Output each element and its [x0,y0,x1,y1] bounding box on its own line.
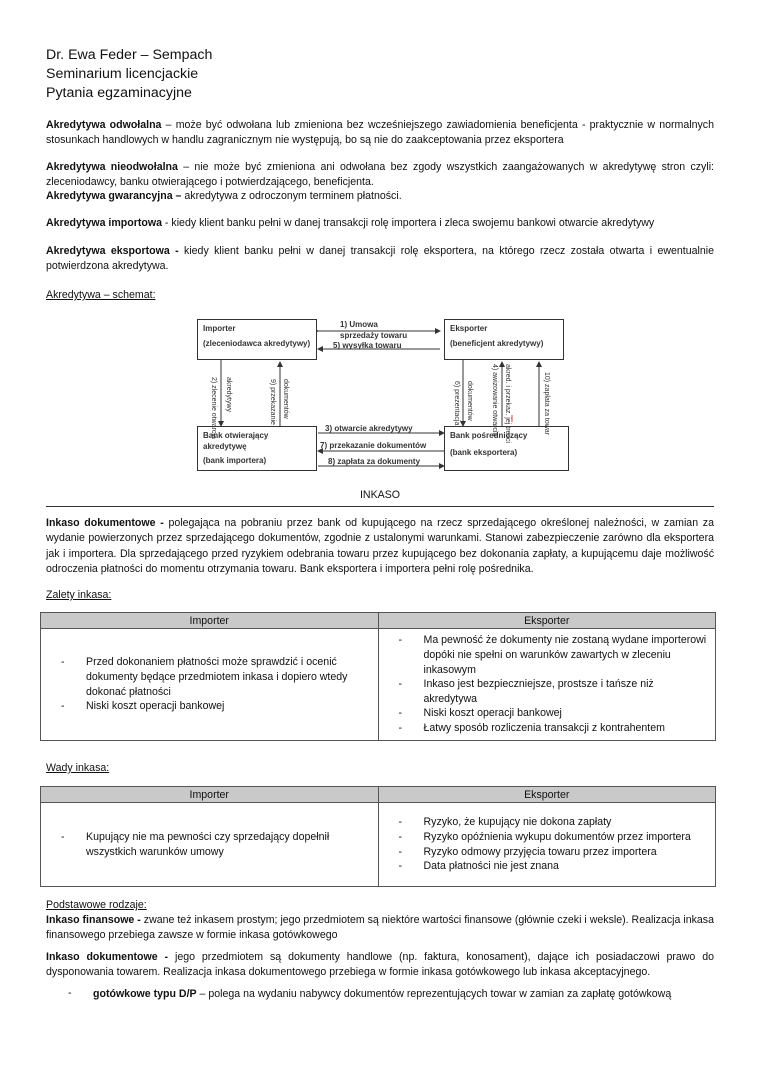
arrow-label-3: 3) otwarcie akredytywy [325,424,413,433]
box-importer [197,319,317,360]
col-eksporter: Eksporter [378,613,716,629]
vlabel-9b: dokumentów [282,379,289,419]
def-inkaso-dokumentowe-2 [46,950,714,981]
inkaso-section-title: INKASO [359,489,401,501]
vlabel-4b: akred. i przekaz. jej treści [504,364,511,443]
vlabel-6a: 6) prezentacja [453,381,460,426]
arrow-label-7: 7) przekazanie dokumentów [320,441,427,450]
term: Akredytywa gwarancyjna – [46,190,182,202]
author-line: Dr. Ewa Feder – Sempach [46,47,213,63]
list-item: - Ryzyko opóźnienia wykupu dokumentów przez importera [399,830,710,845]
wady-importer-cell [41,803,379,887]
definition: polegająca na pobraniu przez bank od kupującego na rzecz sprzedającego określonej należności, w zamian za wydanie powierzonych przez sprzedającego dokumentów, zgodnie z ustalonymi warunkami. Stanowi zabezpieczenie zarówno dla eksportera jak i importera. Dla sprzedającego przed ryzykiem odebrania towaru przez kupującego bez dokonania zapłaty, a kupującemu daje możliwość odroczenia płatności do momentu otrzymania towaru. Bank eksportera i importera pełni rolę pośrednika. [46,517,714,576]
term: Akredytywa importowa [46,217,162,229]
zalety-eksporter-cell [378,629,716,741]
section-divider [46,506,714,507]
box-title: Bank pośredniczący [450,431,528,440]
box-title: Importer [203,324,236,333]
definition: – polega na wydaniu nabywcy dokumentów reprezentujących towar w zamian za zapłatę gotówkową [196,988,672,1000]
schemat-heading: Akredytywa – schemat: [46,289,156,301]
col-importer: Importer [41,613,379,629]
def-nieodwolalna [46,160,714,191]
box-title: Eksporter [450,324,488,333]
vlabel-6b: dokumentów [466,381,473,421]
def-gwarancyjna [46,189,714,204]
document-header [46,46,212,103]
def-inkaso-dokumentowe [46,516,714,578]
vlabel-2a: 2) zlecenie otwarcia [210,377,217,439]
box-title: Bank otwierający akredytywę [203,431,269,451]
col-eksporter: Eksporter [378,787,716,803]
box-subtitle: (bank importera) [203,456,267,465]
arrow-label-1b: sprzedaży towaru [340,331,408,340]
title-line: Pytania egzaminacyjne [46,85,192,101]
term: Inkaso dokumentowe - [46,517,164,529]
box-eksporter [444,319,564,360]
list-item: - Inkaso jest bezpieczniejsze, prostsze i tańsze niż akredytywa [399,677,710,706]
col-importer: Importer [41,787,379,803]
dash-bullet: - [68,987,72,999]
course-line: Seminarium licencjackie [46,66,199,82]
arrow-label-1: 1) Umowa [340,320,378,329]
list-item: - Kupujący nie ma pewności czy sprzedający dopełnił wszystkich warunków umowy [61,830,372,859]
term: gotówkowe typu D/P [93,988,197,1000]
term: Akredytywa eksportowa - [46,245,179,257]
definition: kiedy klient banku pełni w danej transakcji rolę eksportera, na którego rzecz została otwarta i ewentualnie potwierdzona akredytywa. [46,245,715,273]
list-item: - Łatwy sposób rozliczenia transakcji z kontrahentem [399,721,710,736]
def-gotowkowe-dp [93,987,714,1002]
def-importowa [46,216,714,231]
arrow-label-8: 8) zapłata za dokumenty [328,457,421,466]
definition: – może być odwołana lub zmieniona bez wcześniejszego zawiadomienia beneficjenta - praktycznie w normalnych stosunkach handlowych w handlu zagranicznym nie występują, bo są nie do zaakceptowania przez eksportera [46,119,714,147]
list-item: - Niski koszt operacji bankowej [61,699,372,714]
def-eksportowa [46,244,714,275]
term: Akredytywa nieodwołalna [46,161,178,173]
definition: - kiedy klient banku pełni w danej transakcji rolę importera i zleca swojemu bankowi otwarcie akredytywy [161,217,655,229]
def-inkaso-finansowe [46,913,714,944]
rodzaje-heading: Podstawowe rodzaje: [46,899,147,911]
zalety-importer-cell [41,629,379,741]
list-item: - Przed dokonaniem płatności może sprawdzić i ocenić dokumenty będące przedmiotem inkasa i dopiero wtedy dokonać płatności [61,655,372,699]
term: Inkaso dokumentowe - [46,951,169,963]
vlabel-4a: 4) awizowanie otwarcia [491,364,498,437]
box-subtitle: (zleceniodawca akredytywy) [203,339,311,348]
vlabel-2b: akredytywy [225,377,232,413]
arrow-label-5: 5) wysyłka towaru [333,341,402,350]
definition: akredytywa z odroczonym terminem płatności. [181,190,402,202]
vlabel-10: 10) zapłata za towar [543,372,550,436]
list-item: - Ryzyko, że kupujący nie dokona zapłaty [399,815,710,830]
box-subtitle: (bank eksportera) [450,448,518,457]
list-item: - Data płatności nie jest znana [399,859,710,874]
definition: – nie może być zmieniona ani odwołana bez zgody wszystkich zaangażowanych w akredytywę stron czyli: zleceniodawcy, banku otwierającego i potwierdzającego, beneficjenta. [46,161,714,189]
wady-table [40,786,716,887]
zalety-heading: Zalety inkasa: [46,589,112,601]
list-item: - Ma pewność że dokumenty nie zostaną wydane importerowi dopóki nie spełni on warunków zawartych w zleceniu inkasowym [399,633,710,677]
box-subtitle: (beneficjent akredytywy) [450,339,544,348]
zalety-table [40,612,716,741]
vlabel-9a: 9) przekazanie [269,379,276,425]
wady-heading: Wady inkasa: [46,762,110,774]
definition: jego przedmiotem są dokumenty handlowe (np. faktura, konosament), dające ich posiadaczowi prawo do dysponowania towarem. Realizacja inkasa dokumentowego przebiega w formie inkasa gotówkowego lub inkasa akceptacyjnego. [46,951,714,979]
list-item: - Niski koszt operacji bankowej [399,706,710,721]
term: Inkaso finansowe - [46,914,141,926]
def-odwolalna [46,118,714,149]
definition: zwane też inkasem prostym; jego przedmiotem są niektóre wartości finansowe (głównie czeki i weksle). Realizacja inkasa finansowego przebiega zawsze w formie inkasa gotówkowego [46,914,714,942]
list-item: - Ryzyko odmowy przyjęcia towaru przez importera [399,845,710,860]
term: Akredytywa odwołalna [46,119,162,131]
wady-eksporter-cell [378,803,716,887]
